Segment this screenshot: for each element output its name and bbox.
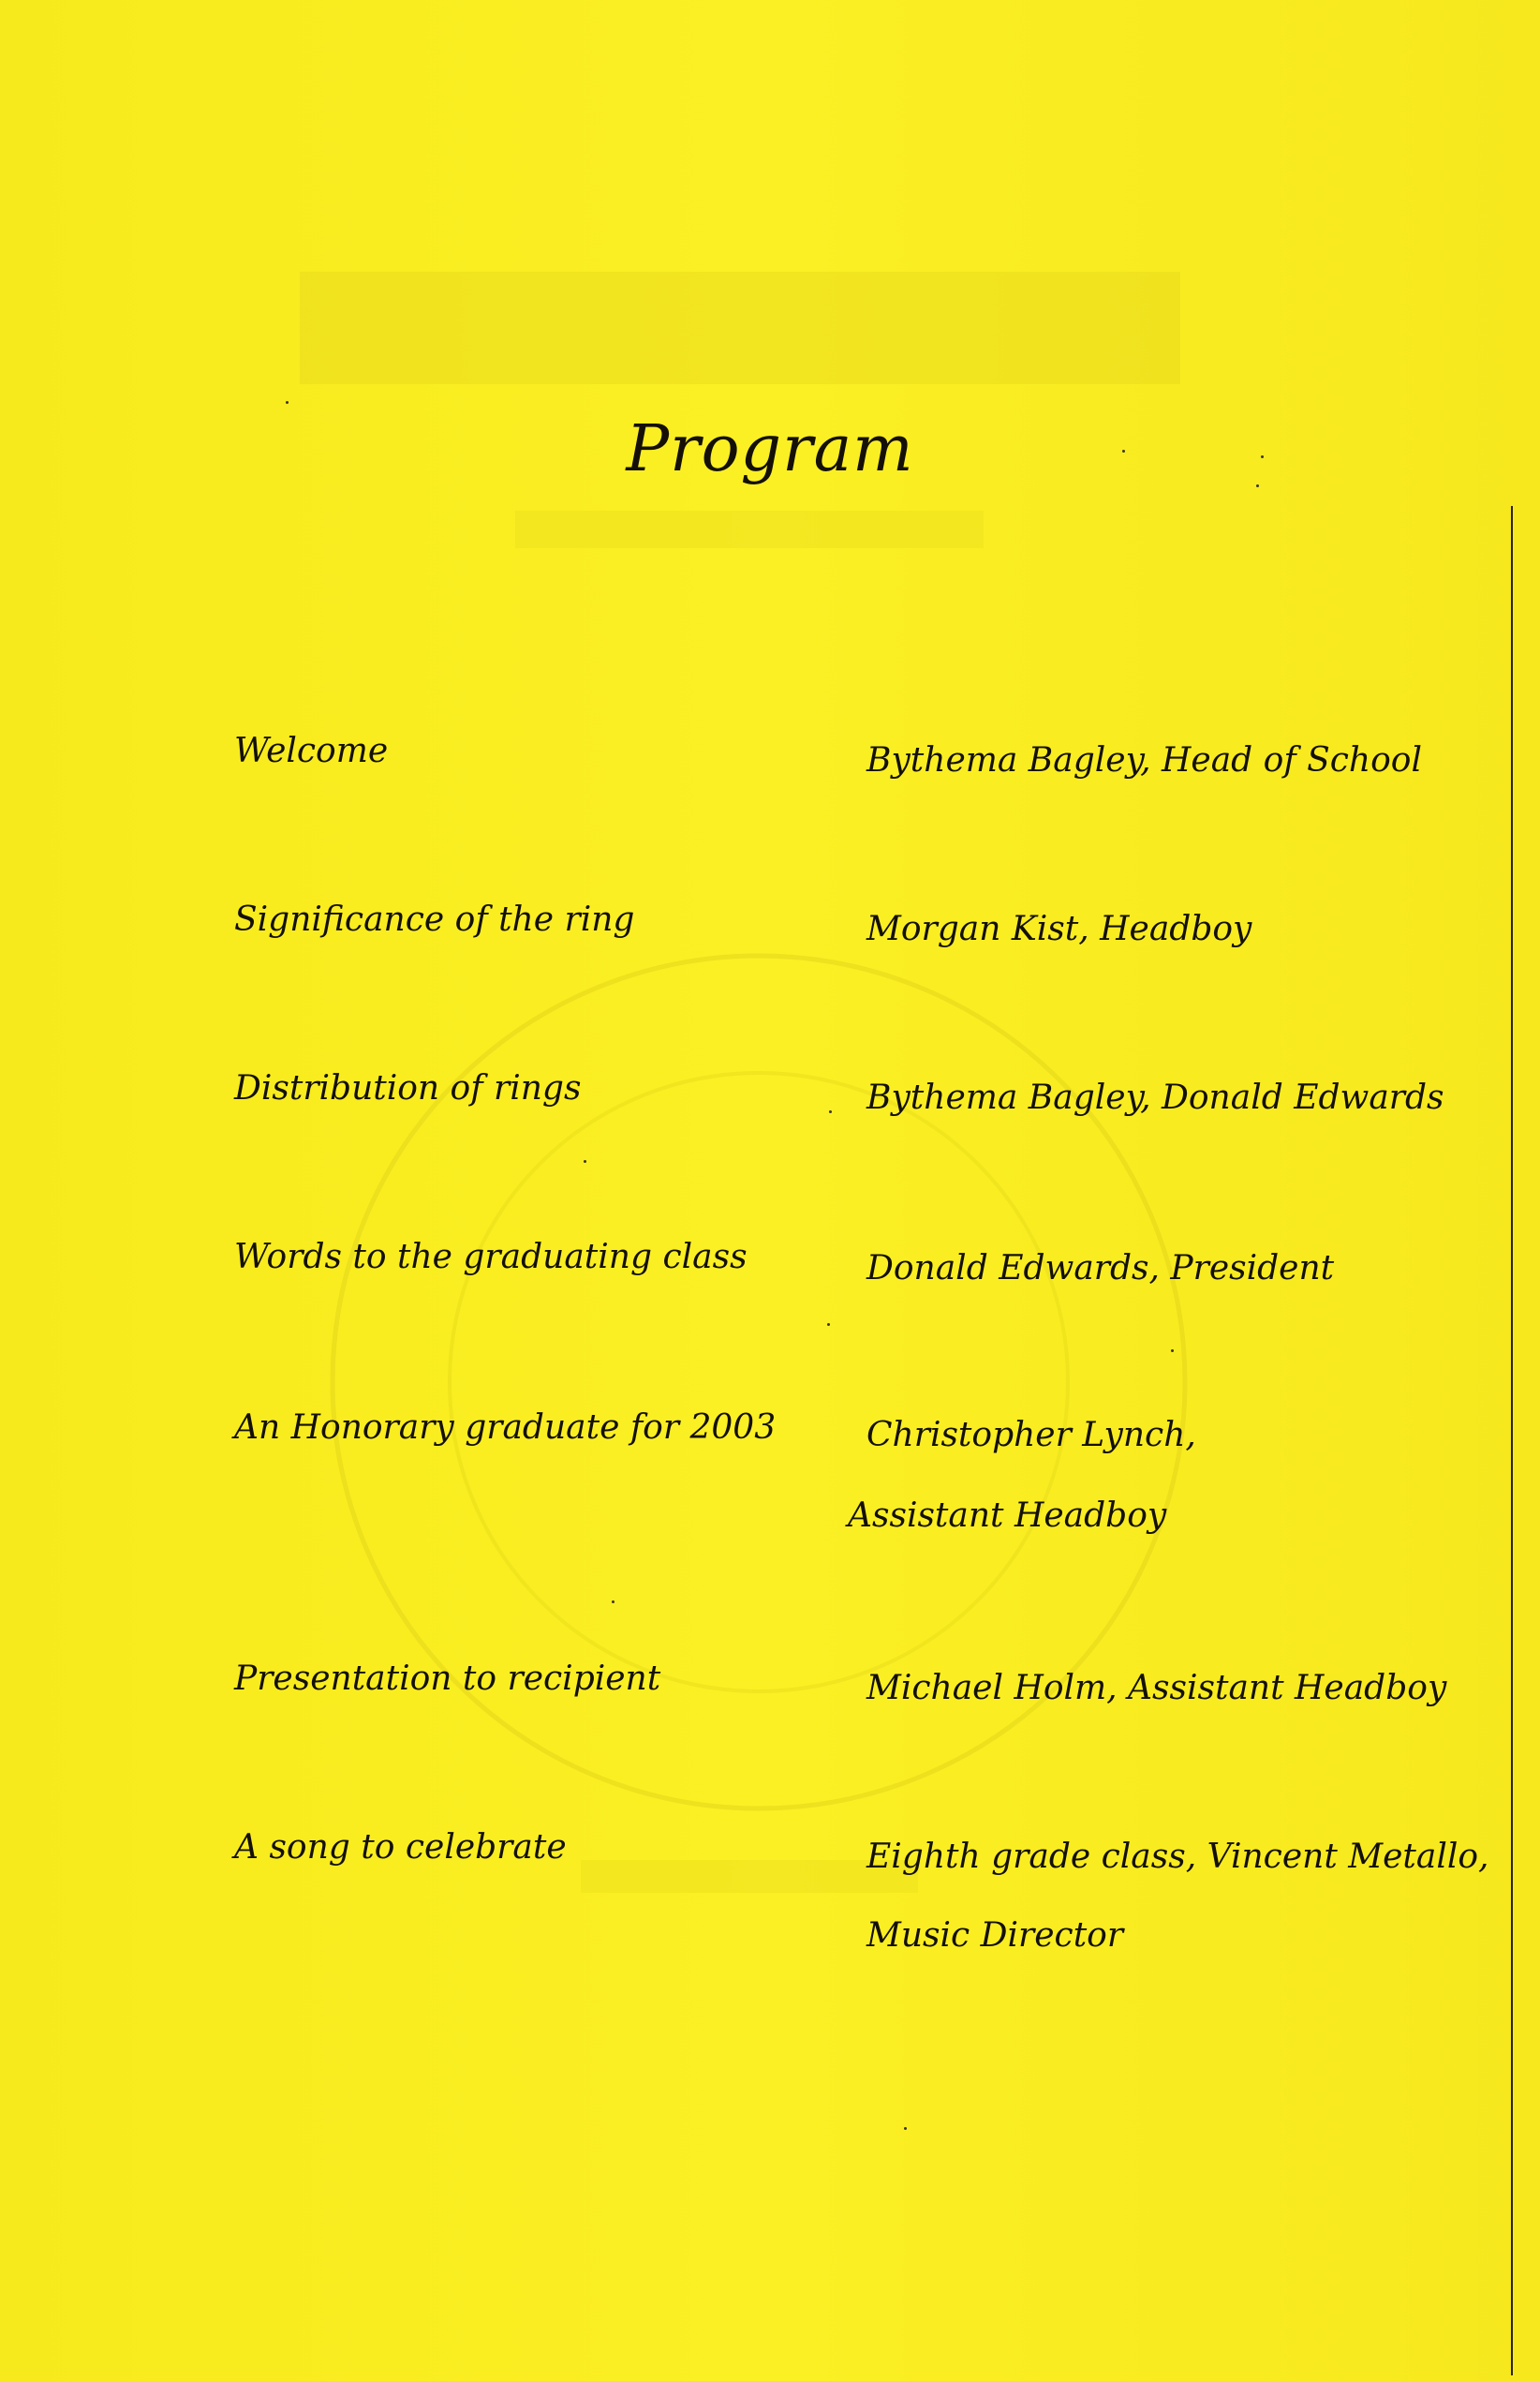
- item-7-presenter: Eighth grade class, Vincent Metallo,: [866, 1838, 1489, 1876]
- item-7-event: A song to celebrate: [234, 1828, 567, 1867]
- speck: [829, 1110, 832, 1113]
- speck: [1261, 455, 1264, 458]
- faint-seal-watermark: [234, 230, 1311, 2104]
- speck: [827, 1323, 830, 1326]
- item-6-event: Presentation to recipient: [234, 1659, 661, 1698]
- item-2-presenter: Morgan Kist, Headboy: [866, 910, 1252, 948]
- item-2-event: Significance of the ring: [234, 900, 635, 939]
- item-5-presenter: Christopher Lynch,: [866, 1416, 1196, 1454]
- page-edge-line: [1511, 506, 1513, 2375]
- item-4-event: Words to the graduating class: [234, 1238, 748, 1276]
- speck: [904, 2127, 907, 2130]
- speck: [584, 1160, 586, 1163]
- item-7-presenter-line2: Music Director: [866, 1916, 1124, 1955]
- program-title: Program: [626, 412, 914, 486]
- item-3-event: Distribution of rings: [234, 1069, 582, 1108]
- item-1-event: Welcome: [234, 732, 389, 770]
- speck: [1171, 1349, 1174, 1352]
- item-1-presenter: Bythema Bagley, Head of School: [866, 741, 1422, 780]
- item-6-presenter: Michael Holm, Assistant Headboy: [866, 1669, 1447, 1707]
- speck: [612, 1600, 615, 1603]
- item-5-presenter-line2: Assistant Headboy: [848, 1496, 1167, 1535]
- item-3-presenter: Bythema Bagley, Donald Edwards: [866, 1079, 1444, 1117]
- speck: [1256, 484, 1259, 487]
- item-4-presenter: Donald Edwards, President: [866, 1249, 1335, 1287]
- item-5-event: An Honorary graduate for 2003: [234, 1408, 777, 1447]
- speck: [286, 401, 289, 404]
- speck: [1122, 450, 1125, 453]
